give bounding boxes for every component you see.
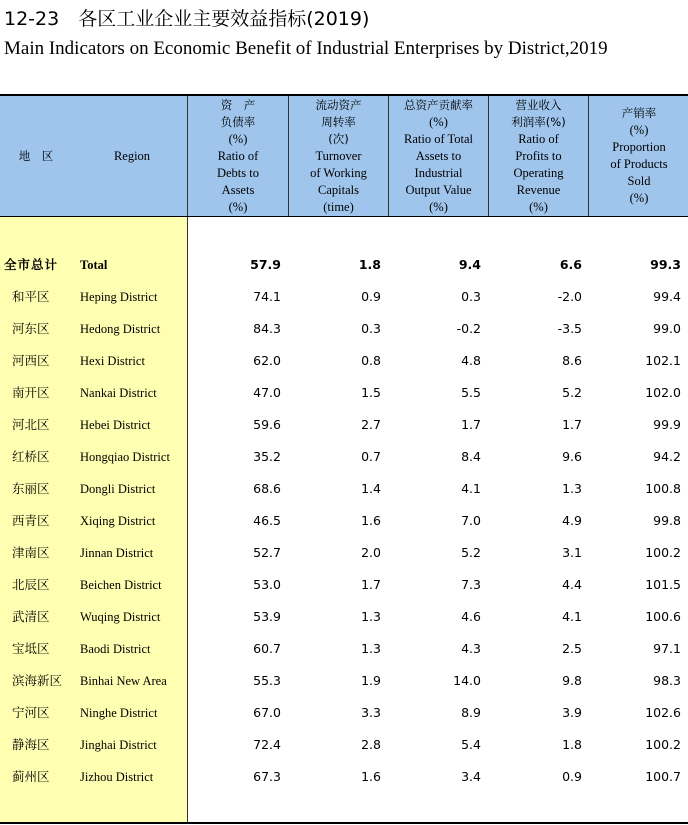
region-name-en: Total: [80, 258, 108, 272]
debt-ratio-value: 47.0: [253, 385, 281, 400]
region-name-cn: 河西区: [12, 353, 50, 368]
profit-ratio-value: 1.3: [562, 481, 582, 496]
table-row: [0, 505, 688, 537]
assets-contribution-value: 4.3: [461, 641, 481, 656]
region-name-cn: 和平区: [12, 289, 50, 304]
profit-ratio-value: 3.9: [562, 705, 582, 720]
turnover-value: 2.7: [361, 417, 381, 432]
turnover-value: 1.3: [361, 609, 381, 624]
profit-ratio-value: 9.6: [562, 449, 582, 464]
table-row: [0, 761, 688, 793]
region-name-cn: 宝坻区: [12, 641, 50, 656]
debt-ratio-value: 35.2: [253, 449, 281, 464]
table-title-english: Main Indicators on Economic Benefit of Industrial Enterprises by District,2019: [4, 38, 608, 59]
debt-ratio-value: 68.6: [253, 481, 281, 496]
region-name-cn: 河东区: [12, 321, 50, 336]
header-turnover: 流动资产 周转率 (次) Turnover of Working Capitals (time): [288, 96, 388, 216]
sales-ratio-value: 100.8: [645, 481, 681, 496]
turnover-value: 0.8: [361, 353, 381, 368]
sales-ratio-value: 97.1: [653, 641, 681, 656]
sales-ratio-value: 94.2: [653, 449, 681, 464]
table-title-chinese: 12-23 各区工业企业主要效益指标(2019): [4, 8, 370, 30]
region-name-en: Jinnan District: [80, 546, 154, 560]
header-debt-ratio: 资 产 负债率 (%) Ratio of Debts to Assets (%): [187, 96, 288, 216]
profit-ratio-value: -3.5: [557, 321, 582, 336]
table-row: [0, 697, 688, 729]
assets-contribution-value: -0.2: [456, 321, 481, 336]
profit-ratio-value: 2.5: [562, 641, 582, 656]
profit-ratio-value: 4.4: [562, 577, 582, 592]
debt-ratio-value: 67.0: [253, 705, 281, 720]
region-name-cn: 红桥区: [12, 449, 50, 464]
turnover-value: 1.7: [361, 577, 381, 592]
sales-ratio-value: 100.2: [645, 737, 681, 752]
turnover-value: 1.5: [361, 385, 381, 400]
profit-ratio-value: 1.7: [562, 417, 582, 432]
debt-ratio-value: 57.9: [250, 257, 281, 272]
assets-contribution-value: 9.4: [458, 257, 481, 272]
region-name-cn: 宁河区: [12, 705, 50, 720]
turnover-value: 1.9: [361, 673, 381, 688]
region-name-cn: 河北区: [12, 417, 50, 432]
assets-contribution-value: 5.5: [461, 385, 481, 400]
assets-contribution-value: 14.0: [453, 673, 481, 688]
debt-ratio-value: 53.0: [253, 577, 281, 592]
region-name-en: Hexi District: [80, 354, 145, 368]
region-name-cn: 北辰区: [12, 577, 50, 592]
sales-ratio-value: 99.0: [653, 321, 681, 336]
turnover-value: 1.8: [358, 257, 381, 272]
region-name-cn: 滨海新区: [12, 673, 63, 688]
region-name-en: Xiqing District: [80, 514, 156, 528]
assets-contribution-value: 5.4: [461, 737, 481, 752]
sales-ratio-value: 100.2: [645, 545, 681, 560]
sales-ratio-value: 100.6: [645, 609, 681, 624]
debt-ratio-value: 53.9: [253, 609, 281, 624]
debt-ratio-value: 67.3: [253, 769, 281, 784]
debt-ratio-value: 60.7: [253, 641, 281, 656]
assets-contribution-value: 3.4: [461, 769, 481, 784]
region-name-cn: 津南区: [12, 545, 50, 560]
region-name-en: Binhai New Area: [80, 674, 167, 688]
table-row: [0, 377, 688, 409]
region-name-en: Jinghai District: [80, 738, 157, 752]
assets-contribution-value: 8.9: [461, 705, 481, 720]
region-name-en: Hedong District: [80, 322, 161, 336]
header-sales-ratio: 产销率 (%) Proportion of Products Sold (%): [588, 96, 688, 216]
turnover-value: 2.8: [361, 737, 381, 752]
assets-contribution-value: 4.8: [461, 353, 481, 368]
table-row: [0, 345, 688, 377]
table-row: [0, 313, 688, 345]
debt-ratio-value: 55.3: [253, 673, 281, 688]
table-row: [0, 281, 688, 313]
assets-contribution-value: 5.2: [461, 545, 481, 560]
region-name-en: Baodi District: [80, 642, 151, 656]
header-region-cn: 地 区: [18, 148, 54, 163]
table-row: [0, 409, 688, 441]
profit-ratio-value: 6.6: [559, 257, 582, 272]
sales-ratio-value: 102.6: [645, 705, 681, 720]
sales-ratio-value: 99.3: [650, 257, 681, 272]
profit-ratio-value: -2.0: [557, 289, 582, 304]
table-row: [0, 473, 688, 505]
sales-ratio-value: 99.8: [653, 513, 681, 528]
table-header: [0, 96, 688, 217]
sales-ratio-value: 102.1: [645, 353, 681, 368]
assets-contribution-value: 0.3: [461, 289, 481, 304]
turnover-value: 1.3: [361, 641, 381, 656]
region-name-en: Ninghe District: [80, 706, 158, 720]
table-row: [0, 537, 688, 569]
region-name-cn: 南开区: [12, 385, 50, 400]
debt-ratio-value: 84.3: [253, 321, 281, 336]
sales-ratio-value: 98.3: [653, 673, 681, 688]
profit-ratio-value: 3.1: [562, 545, 582, 560]
debt-ratio-value: 74.1: [253, 289, 281, 304]
region-name-cn: 西青区: [12, 513, 50, 528]
region-name-en: Wuqing District: [80, 610, 161, 624]
turnover-value: 0.3: [361, 321, 381, 336]
table-row: [0, 601, 688, 633]
region-name-cn: 全市总计: [4, 257, 59, 272]
sales-ratio-value: 102.0: [645, 385, 681, 400]
table-row: [0, 569, 688, 601]
bottom-rule: [0, 822, 688, 824]
region-name-cn: 东丽区: [12, 481, 50, 496]
profit-ratio-value: 5.2: [562, 385, 582, 400]
debt-ratio-value: 72.4: [253, 737, 281, 752]
assets-contribution-value: 7.3: [461, 577, 481, 592]
profit-ratio-value: 8.6: [562, 353, 582, 368]
region-name-en: Heping District: [80, 290, 158, 304]
table-row: [0, 665, 688, 697]
sales-ratio-value: 99.9: [653, 417, 681, 432]
table-row-total: [0, 249, 688, 281]
debt-ratio-value: 46.5: [253, 513, 281, 528]
debt-ratio-value: 52.7: [253, 545, 281, 560]
debt-ratio-value: 62.0: [253, 353, 281, 368]
header-profit-ratio: 营业收入 利润率(%) Ratio of Profits to Operating Revenue (%): [488, 96, 588, 216]
region-name-en: Hebei District: [80, 418, 151, 432]
turnover-value: 1.6: [361, 769, 381, 784]
profit-ratio-value: 1.8: [562, 737, 582, 752]
header-region-en: Region: [113, 148, 151, 163]
turnover-value: 0.7: [361, 449, 381, 464]
region-name-en: Hongqiao District: [80, 450, 170, 464]
region-name-en: Nankai District: [80, 386, 157, 400]
table-row: [0, 729, 688, 761]
assets-contribution-value: 8.4: [461, 449, 481, 464]
turnover-value: 1.4: [361, 481, 381, 496]
region-name-en: Dongli District: [80, 482, 156, 496]
debt-ratio-value: 59.6: [253, 417, 281, 432]
assets-contribution-value: 7.0: [461, 513, 481, 528]
turnover-value: 0.9: [361, 289, 381, 304]
turnover-value: 1.6: [361, 513, 381, 528]
assets-contribution-value: 4.1: [461, 481, 481, 496]
profit-ratio-value: 4.9: [562, 513, 582, 528]
profit-ratio-value: 4.1: [562, 609, 582, 624]
profit-ratio-value: 9.8: [562, 673, 582, 688]
assets-contribution-value: 1.7: [461, 417, 481, 432]
sales-ratio-value: 100.7: [645, 769, 681, 784]
header-total-assets-contribution: 总资产贡献率 (%) Ratio of Total Assets to Industrial Output Value (%): [388, 96, 488, 216]
table-row: [0, 441, 688, 473]
region-name-en: Jizhou District: [80, 770, 154, 784]
region-name-cn: 静海区: [12, 737, 50, 752]
region-name-cn: 武清区: [12, 609, 50, 624]
assets-contribution-value: 4.6: [461, 609, 481, 624]
region-name-en: Beichen District: [80, 578, 162, 592]
profit-ratio-value: 0.9: [562, 769, 582, 784]
turnover-value: 3.3: [361, 705, 381, 720]
sales-ratio-value: 99.4: [653, 289, 681, 304]
table-row: [0, 633, 688, 665]
turnover-value: 2.0: [361, 545, 381, 560]
sales-ratio-value: 101.5: [645, 577, 681, 592]
region-name-cn: 蓟州区: [12, 769, 50, 784]
